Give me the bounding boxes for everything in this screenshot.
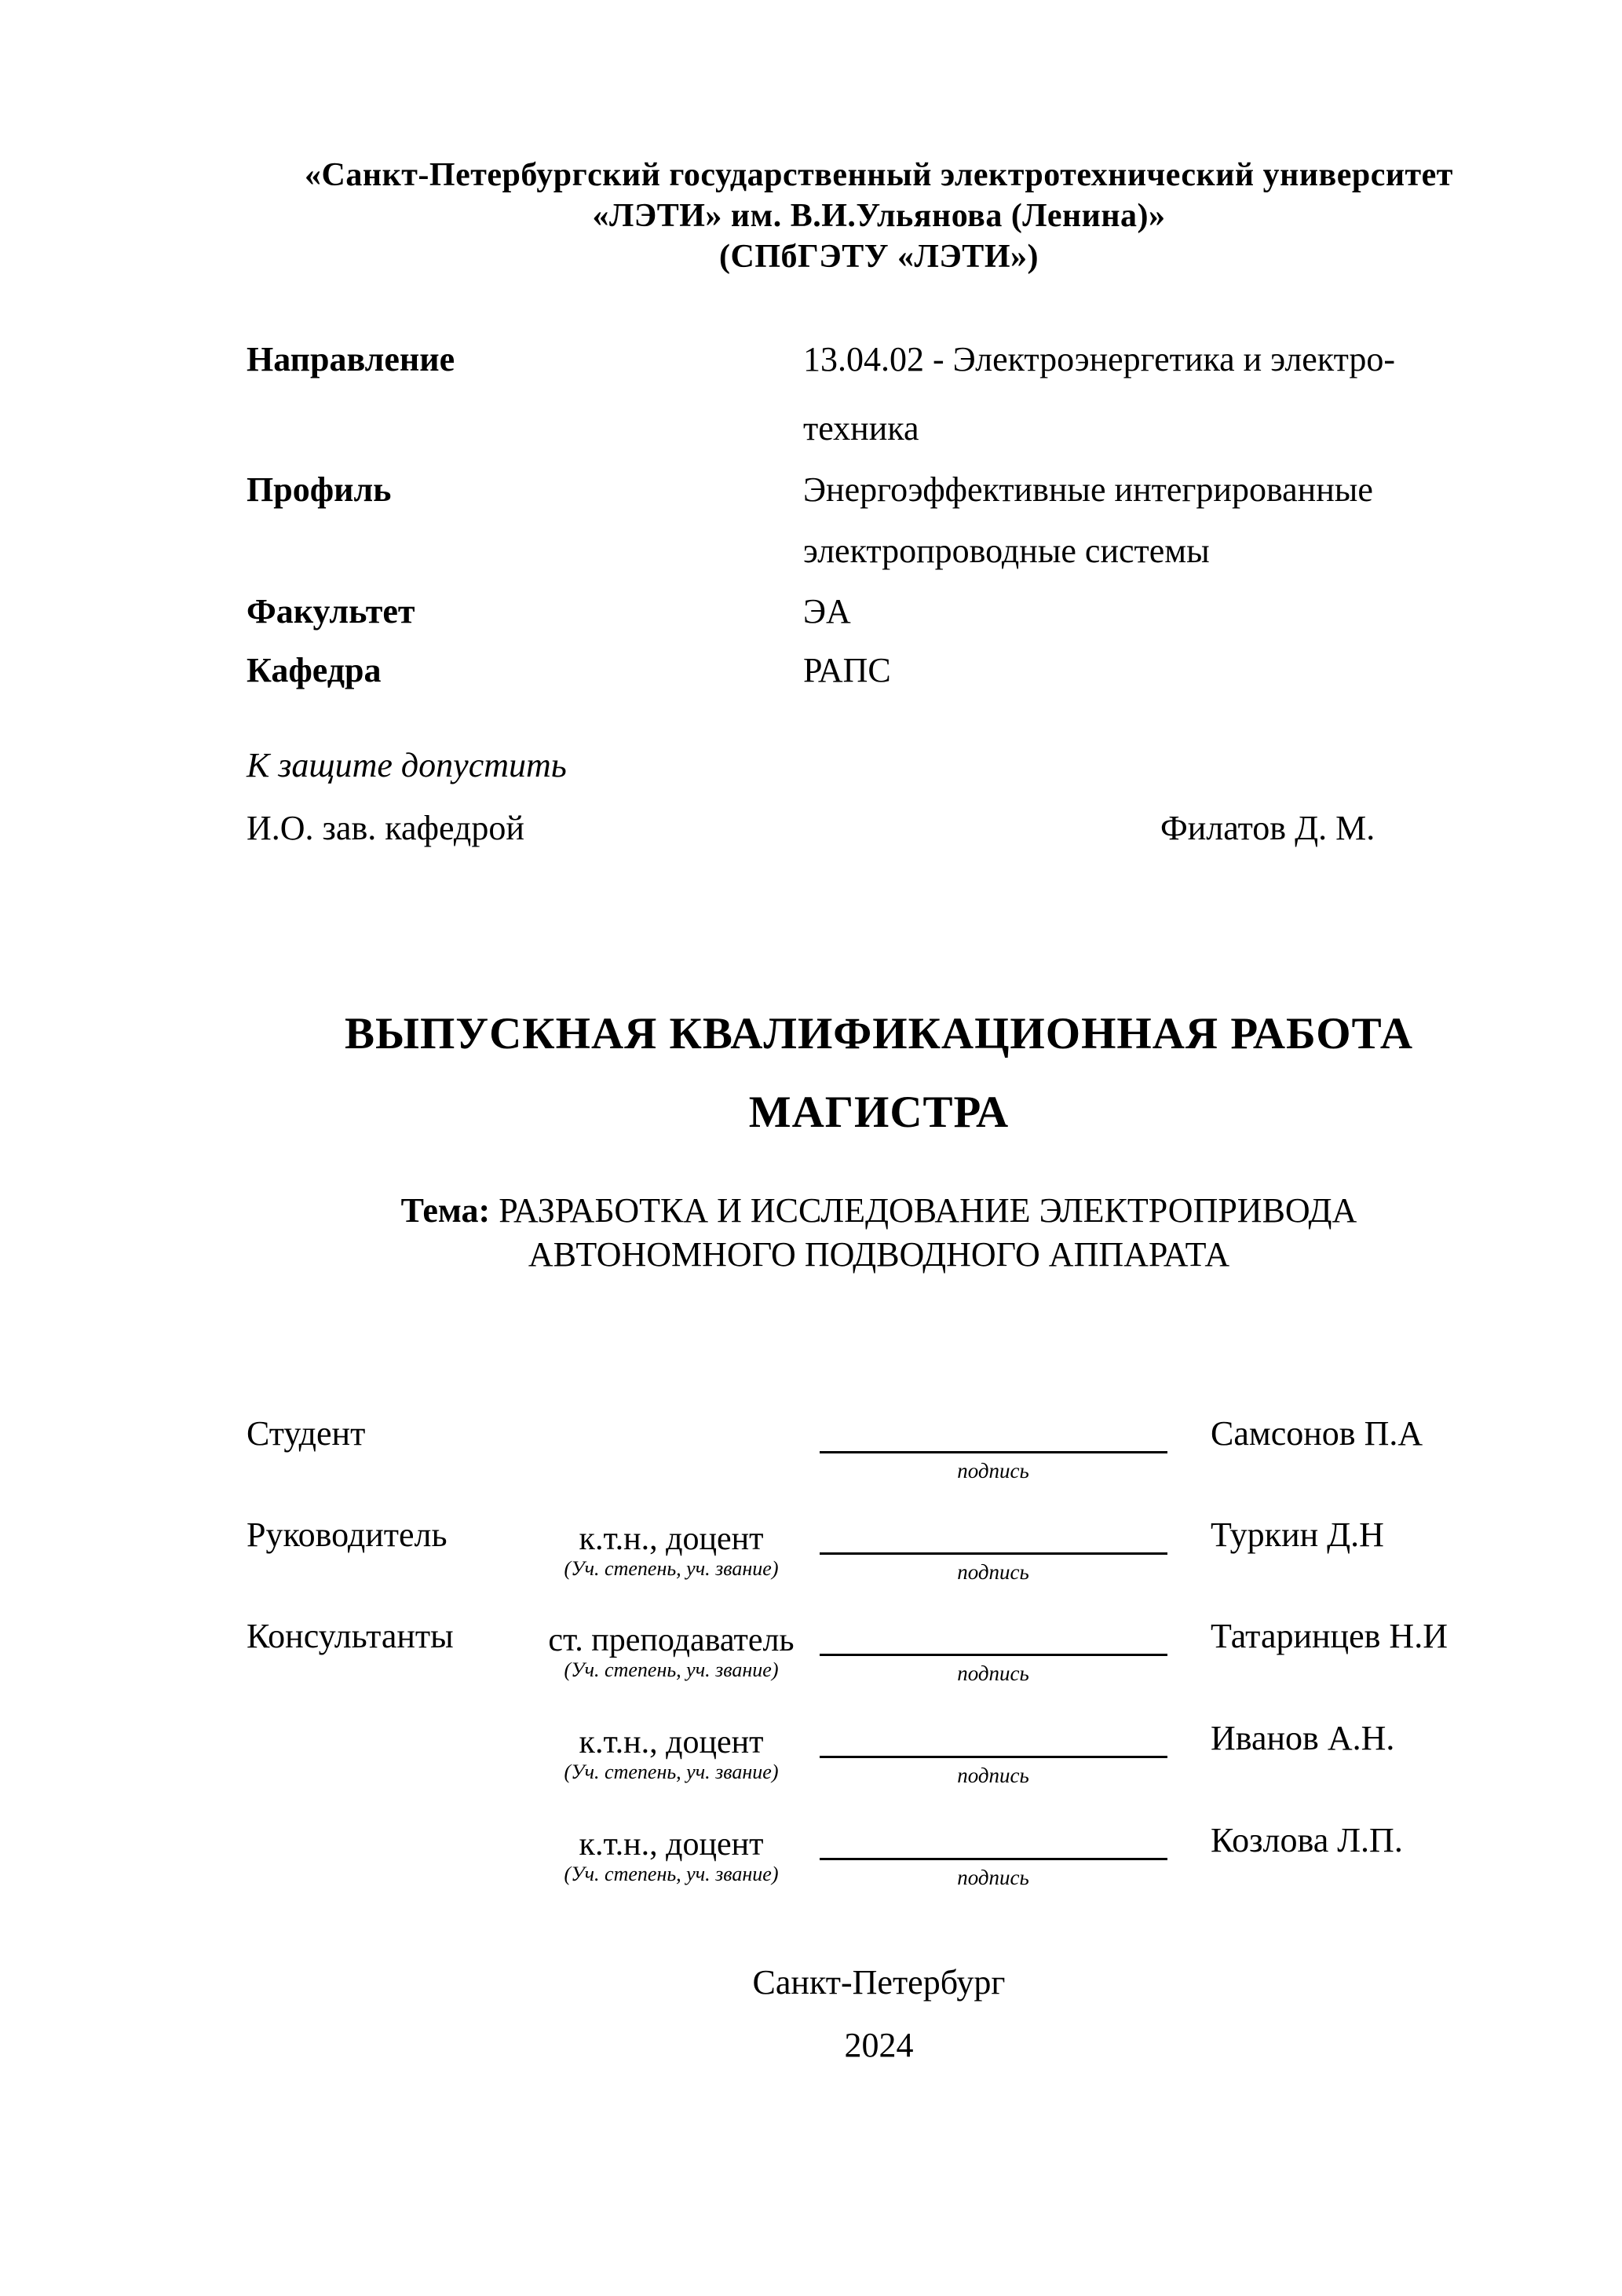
direction-label: Направление [247,340,455,378]
signature-row-student [247,1414,1511,1519]
signature-hint: подпись [957,1764,1029,1787]
degree-hint: (Уч. степень, уч. звание) [564,1557,779,1580]
faculty-value: ЭА [803,592,851,631]
profile-label: Профиль [247,470,392,509]
requisite-row-direction [247,342,1511,404]
department-label: Кафедра [247,651,382,689]
direction-value-line2: техника [803,409,919,448]
signature-hint: подпись [957,1560,1029,1584]
signature-line [820,1858,1167,1860]
profile-value-line1: Энергоэффективные интегрированные [803,470,1373,509]
approval-note: К защите допустить [247,746,567,784]
signature-line [820,1654,1167,1656]
signature-row-consultant-2 [247,1721,1511,1823]
signee-name: Туркин Д.Н [1211,1515,1384,1554]
requisite-row-profile [247,470,1511,534]
signature-line [820,1552,1167,1555]
thesis-title [247,995,1511,1152]
topic-line1 [247,1189,1511,1233]
signee-name: Козлова Л.П. [1211,1821,1403,1859]
thesis-title-line2: МАГИСТРА [748,1088,1010,1137]
role-label: Консультанты [247,1617,454,1655]
degree-hint: (Уч. степень, уч. звание) [564,1760,779,1783]
signature-line [820,1451,1167,1453]
signee-name: Самсонов П.А [1211,1414,1423,1453]
profile-value-line2: электропроводные системы [803,532,1210,570]
signee-name: Татаринцев Н.И [1211,1617,1448,1655]
role-label: Руководитель [247,1515,448,1554]
requisite-row-department [247,653,1511,715]
topic-text-line2: АВТОНОМНОГО ПОДВОДНОГО АППАРАТА [528,1235,1230,1274]
signature-hint: подпись [957,1459,1029,1483]
degree-label: к.т.н., доцент [579,1521,764,1557]
signature-row-supervisor [247,1515,1511,1620]
topic-block [247,1189,1511,1277]
topic-label: Тема: [400,1191,491,1230]
footer-year: 2024 [844,2026,914,2064]
signature-row-consultant-1 [247,1619,1511,1721]
signee-name: Иванов А.Н. [1211,1719,1395,1757]
footer-city: Санкт-Петербург [752,1963,1006,2002]
requisite-row-profile-wrap [247,534,1511,595]
university-header [247,155,1511,277]
degree-label: к.т.н., доцент [579,1826,764,1863]
signature-row-consultant-3 [247,1823,1511,1925]
signature-line [820,1756,1167,1758]
signature-hint: подпись [957,1866,1029,1889]
degree-label: ст. преподаватель [548,1622,795,1658]
degree-label: к.т.н., доцент [579,1724,764,1760]
topic-text-line1: РАЗРАБОТКА И ИССЛЕДОВАНИЕ ЭЛЕКТРОПРИВОДА [499,1191,1357,1230]
university-name-line3: (СПбГЭТУ «ЛЭТИ») [719,239,1039,275]
signature-hint: подпись [957,1662,1029,1685]
requisite-row-faculty [247,594,1511,656]
thesis-title-line1: ВЫПУСКНАЯ КВАЛИФИКАЦИОННАЯ РАБОТА [344,1009,1413,1058]
direction-value-line1: 13.04.02 - Электроэнергетика и электро- [803,340,1396,378]
requisite-row-direction-wrap [247,411,1511,473]
approver-position: И.О. зав. кафедрой [247,809,524,847]
university-name-line1: «Санкт-Петербургский государственный электротехнический университет [305,157,1453,193]
approval-row [247,811,1511,858]
faculty-label: Факультет [247,592,415,631]
degree-hint: (Уч. степень, уч. звание) [564,1658,779,1681]
university-name-line2: «ЛЭТИ» им. В.И.Ульянова (Ленина)» [592,198,1166,234]
role-label: Студент [247,1414,366,1453]
degree-hint: (Уч. степень, уч. звание) [564,1863,779,1885]
department-value: РАПС [803,651,891,689]
approver-name: Филатов Д. М. [1160,809,1375,847]
